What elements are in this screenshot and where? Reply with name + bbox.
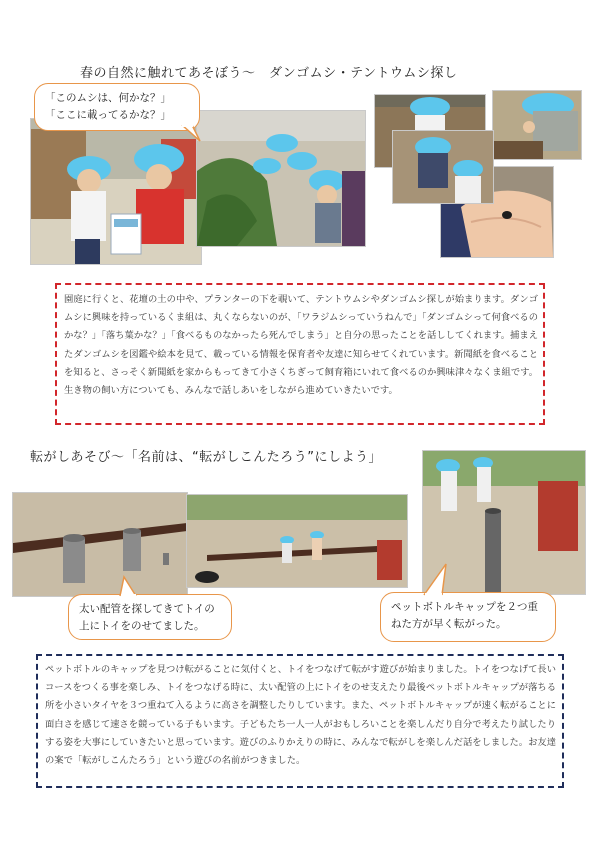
bubble-tail-2 [118, 575, 140, 597]
section2-paragraph: ペットボトルのキャップを見つけ転がることに気付くと、トイをつなげて転がす遊びが始まりました。トイをつなげて長いコースをつくる事を楽しみ、トイをつなげる時に、太い配管の上にトイをのせ支えたり最後ペットボトルキャップが落ちる所を小さいタイヤを３つ重ねて入るように高さを調整したりしています。また、ペットボトルキャップが速く転がることに面白さを感じて速さを競っている子もいます。子どもたち一人一人がおもしろいことを楽しんだり自分で考えたり試したりする姿を大事にしていきたいと思っています。遊びのふりかえりの時に、みんなで転がしを楽しんだ話をしました。お友達の案で「転がしこんたろう」という遊びの名前がつきました。 [45, 664, 556, 767]
bubble-left-line-2: 上にトイをのせてました。 [79, 620, 205, 632]
bubble-left-line-1: 太い配管を探してきてトイの [79, 603, 215, 615]
photo-children-garden [196, 110, 366, 247]
speech-bubble-bottle-caps [380, 592, 556, 642]
bubble-right-line-1: ペットボトルキャップを２つ重 [391, 601, 538, 613]
bubble-line-1: 「このムシは、何かな？」 [45, 92, 171, 104]
speech-bubble-bug-questions [34, 83, 200, 131]
section1-title: 春の自然に触れてあそぼう～ ダンゴムシ・テントウムシ探し [80, 66, 458, 81]
photo-children-picture-book [30, 118, 202, 265]
photo-child-planter [492, 90, 582, 160]
photo-children-kneeling [392, 130, 494, 204]
bubble-tail-1 [180, 125, 204, 145]
photo-pipe-gutter [12, 492, 188, 597]
section1-paragraph: 園庭に行くと、花壇の土の中や、プランターの下を覗いて、テントウムシやダンゴムシ探しが始まります。ダンゴムシに興味を持っているくま組は、丸くならないのが、「ワラジムシっていうねんで」「ダンゴムシって何食べるのかな？」「落ち葉かな？」「食べるものなかったら死んでしまう」と自分の思ったことを話ししてくれます。捕まえたダンゴムシを図鑑や絵本を見て、載っている情報を保育者や友達に知らせてくれています。新聞紙を食べることを知ると、さっそく新聞紙を家からもってきて小さくちぎって飼育箱にいれて食べるのか興味津々なくま組です。生き物の飼い方についても、みんなで話しあいをしながら進めていきたいです。 [64, 294, 538, 397]
speech-bubble-pipe-support [68, 594, 232, 640]
section2-title: 転がしあそび～「名前は、“転がしこんたろう”にしよう」 [30, 450, 382, 465]
photo-rolling-course [186, 494, 408, 588]
bubble-tail-3 [420, 562, 450, 596]
bubble-right-line-2: ねた方が早く転がった。 [391, 618, 507, 630]
bubble-line-2: 「ここに載ってるかな？」 [45, 109, 171, 121]
